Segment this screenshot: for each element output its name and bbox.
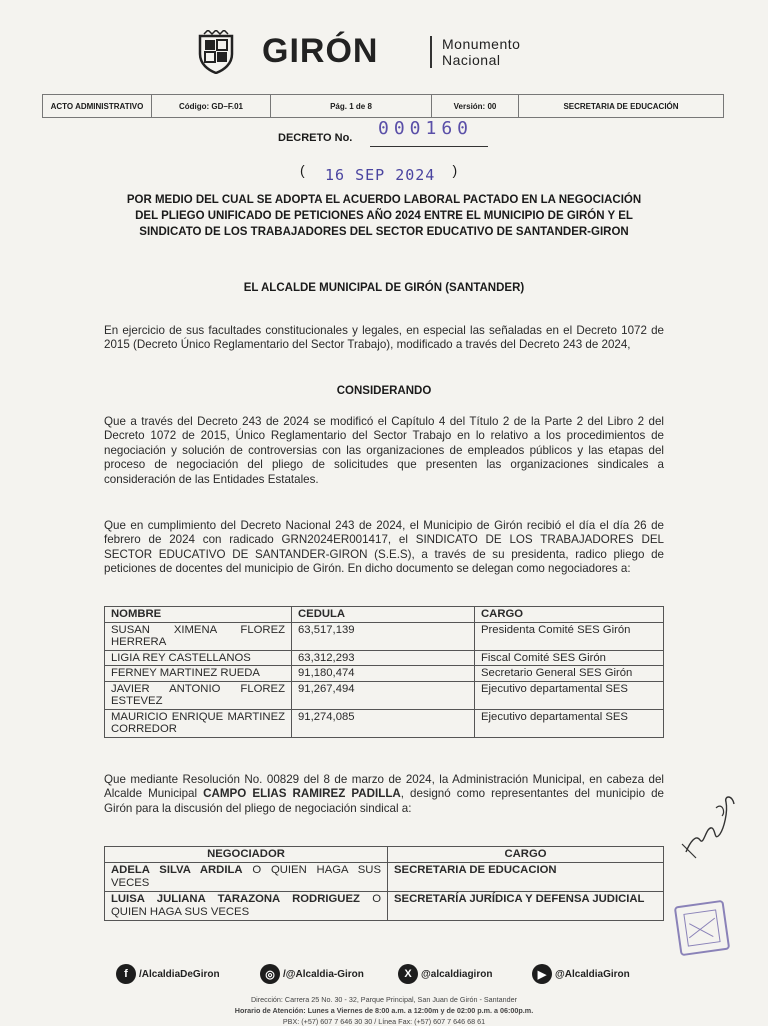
pagina-cell: Pág. 1 de 8 [271,95,432,117]
cargo-cell: Secretario General SES Girón [475,666,664,682]
youtube-icon: ▶ [532,964,552,984]
col-nombre: NOMBRE [105,607,292,623]
cedula-cell: 63,517,139 [292,622,475,650]
cedula-cell: 63,312,293 [292,650,475,666]
instagram-icon: ◎ [260,964,280,984]
cargo-cell: SECRETARÍA JURÍDICA Y DEFENSA JUDICIAL [388,892,664,921]
nombre-cell: LIGIA REY CASTELLANOS [105,650,292,666]
issuer-heading: EL ALCALDE MUNICIPAL DE GIRÓN (SANTANDER) [243,282,525,294]
col-cedula: CEDULA [292,607,475,623]
alcalde-name: CAMPO ELIAS RAMIREZ PADILLA [203,787,401,801]
table-header-row [105,847,664,863]
considerando-paragraph-3 [104,773,664,816]
negociador-name: ADELA SILVA ARDILA [111,864,243,876]
negociador-cell [105,863,388,892]
dependencia-cell: SECRETARIA DE EDUCACIÓN [563,101,679,111]
acto-cell: ACTO ADMINISTRATIVO [43,95,152,117]
cargo-cell: Ejecutivo departamental SES [475,709,664,737]
para3-after: , designó como representantes del municipio de Girón para la discusión del pliego de negociación sindical a: [104,787,664,815]
municipal-seal-icon [672,898,732,958]
col-negociador: NEGOCIADOR [105,847,388,863]
negociador-name: LUISA JULIANA TARAZONA RODRIGUEZ [111,893,360,905]
table-row [105,681,664,709]
brand-subtitle [442,36,520,68]
footer-address: Dirección: Carrera 25 No. 30 - 32, Parque Principal, San Juan de Girón - Santander [250,995,518,1004]
youtube-handle: @AlcaldiaGiron [555,968,630,980]
facebook-link[interactable] [116,962,220,986]
decreto-underline [370,146,488,147]
decreto-label: DECRETO No. [278,132,353,144]
nombre-cell: MAURICIO ENRIQUE MARTINEZ CORREDOR [105,709,292,737]
para3-before: Que mediante Resolución No. 00829 del 8 de marzo de 2024, la Administración Municipal, en cabeza del Alcalde Municipal [104,773,664,801]
cargo-cell: SECRETARIA DE EDUCACION [388,863,664,892]
x-handle: @alcaldiagiron [421,968,493,980]
sindicato-negotiators-table [104,606,664,738]
table-row [105,709,664,737]
date-stamp: 16 SEP 2024 [325,166,436,184]
facebook-icon: f [116,964,136,984]
cargo-cell: Fiscal Comité SES Girón [475,650,664,666]
negociador-cell [105,892,388,921]
footer-phone: PBX: (+57) 607 7 646 30 30 / Línea Fax: (+57) 607 7 646 68 61 [282,1017,486,1026]
codigo-cell: Código: GD–F.01 [152,95,271,117]
brand-name: GIRÓN [262,32,379,70]
x-icon: X [398,964,418,984]
table-row [105,622,664,650]
cargo-cell: Ejecutivo departamental SES [475,681,664,709]
brand-sub-line1: Monumento [442,36,521,52]
document-control-header [42,94,724,118]
x-link[interactable] [398,962,492,986]
intro-paragraph: En ejercicio de sus facultades constitucionales y legales, en especial las señaladas en el Decreto 1072 de 2015 (Decreto Único Reglamentario del Sector Trabajo), modificado a través del Decreto 243 de 2024, [104,324,664,352]
considerando-paragraph-2: Que en cumplimiento del Decreto Nacional 243 de 2024, el Municipio de Girón recibió el día el día 26 de febrero de 2024 con radicado GRN2024ER001417, el SINDICATO DE LOS TRABAJADORES DEL SECTOR EDUCATIVO DE SANTANDER-GIRON (S.E.S), a través de su presidenta, radico pliego de peticiones de docentes del municipio de Girón. En dicho documento se delegan como negociadores a: [104,519,664,576]
decree-title: POR MEDIO DEL CUAL SE ADOPTA EL ACUERDO LABORAL PACTADO EN LA NEGOCIACIÓN DEL PLIEGO UNIFICADO DE PETICIONES AÑO 2024 ENTRE EL MUNICIPIO DE GIRÓN Y EL SINDICATO DE LOS TRABAJADORES DEL SECTOR EDUCATIVO DE SANTANDER-GIRON [126,194,642,238]
municipality-negotiators-table [104,846,664,921]
nombre-cell: FERNEY MARTINEZ RUEDA [105,666,292,682]
table-row [105,666,664,682]
considerando-heading: CONSIDERANDO [336,385,432,397]
negociador-suffix: O QUIEN HAGA SUS VECES [111,864,381,889]
col-cargo: CARGO [475,607,664,623]
youtube-link[interactable] [532,962,630,986]
table-row [105,892,664,921]
footer-hours: Horario de Atención: Lunes a Viernes de 8:00 a.m. a 12:00m y de 02:00 p.m. a 06:00p.m. [234,1006,534,1015]
cedula-cell: 91,180,474 [292,666,475,682]
table-header-row [105,607,664,623]
brand-sub-line2: Nacional [442,52,501,68]
brand-divider [430,36,432,68]
instagram-handle: /@Alcaldia-Giron [283,968,364,980]
paren-close: ) [452,162,458,178]
table-row [105,650,664,666]
version-cell: Versión: 00 [432,95,519,117]
col-cargo: CARGO [388,847,664,863]
handwritten-initials-icon [676,782,740,872]
decreto-number-stamp: 000160 [378,118,474,139]
negociador-suffix: O QUIEN HAGA SUS VECES [111,893,381,918]
nombre-cell: JAVIER ANTONIO FLOREZ ESTEVEZ [105,681,292,709]
considerando-paragraph-1: Que a través del Decreto 243 de 2024 se modificó el Capítulo 4 del Título 2 de la Parte 2 del Libro 2 del Decreto 1072 de 2015, Único Reglamentario del Sector Trabajo en lo relativo a los procedimientos de negociación y solución de controversias con las organizaciones de empleados públicos y las etapas del proceso de negociación del pliego de solicitudes que presenten las organizaciones sindicales a consideración de las Entidades Estatales. [104,415,664,486]
facebook-handle: /AlcaldiaDeGiron [139,968,220,980]
cedula-cell: 91,274,085 [292,709,475,737]
nombre-cell: SUSAN XIMENA FLOREZ HERRERA [105,622,292,650]
paren-open: ( [300,162,305,178]
cargo-cell: Presidenta Comité SES Girón [475,622,664,650]
letterhead [0,26,768,76]
instagram-link[interactable] [260,962,364,986]
coat-of-arms-icon [196,30,236,74]
table-row [105,863,664,892]
cedula-cell: 91,267,494 [292,681,475,709]
